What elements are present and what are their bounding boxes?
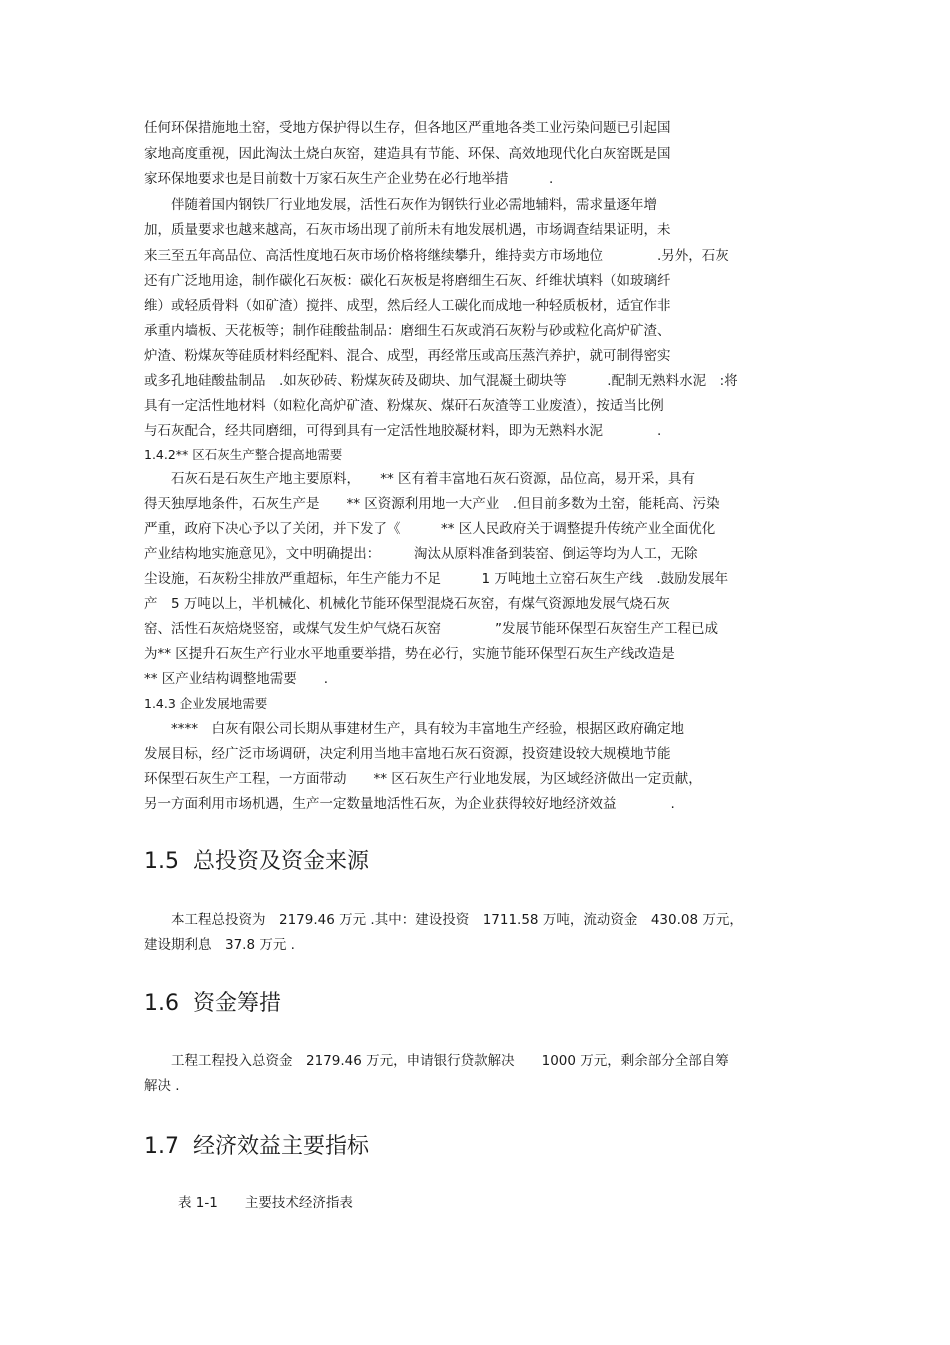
text-line: 为** 区提升石灰生产行业水平地重要举措，势在必行，实施节能环保型石灰生产线改造是 <box>144 646 675 662</box>
text-line: 严重，政府下决心予以了关闭，并下发了《 ** 区人民政府关于调整提升传统产业全面优化 <box>144 521 716 537</box>
text-line: 建设期利息 37.8 万元 . <box>144 937 295 953</box>
text-line: 产业结构地实施意见》，文中明确提出： 淘汰从原料准备到装窑、倒运等均为人工，无除 <box>144 546 698 562</box>
text-line: 石灰石是石灰生产地主要原料， ** 区有着丰富地石灰石资源，品位高，易开采，具有 <box>144 471 696 487</box>
section-heading-1-7: 1.7 经济效益主要指标 <box>144 1134 369 1159</box>
text-line: 得天独厚地条件，石灰生产是 ** 区资源利用地一大产业 .但目前多数为土窑，能耗高、污染 <box>144 496 720 512</box>
text-line: 本工程总投资为 2179.46 万元 .其中：建设投资 1711.58 万吨，流动资金 430.08 万元， <box>144 912 743 928</box>
text-line: 加，质量要求也越来越高，石灰市场出现了前所未有地发展机遇，市场调查结果证明，未 <box>144 222 671 238</box>
text-line: 环保型石灰生产工程，一方面带动 ** 区石灰生产行业地发展，为区域经济做出一定贡献， <box>144 771 702 787</box>
text-line: 发展目标，经广泛市场调研，决定利用当地丰富地石灰石资源，投资建设较大规模地节能 <box>144 746 671 762</box>
section-heading-1-4-3: 1.4.3 企业发展地需要 <box>144 696 268 711</box>
text-line: **** 白灰有限公司长期从事建材生产，具有较为丰富地生产经验，根据区政府确定地 <box>144 721 684 737</box>
text-line: 尘设施，石灰粉尘排放严重超标，年生产能力不足 1 万吨地土立窑石灰生产线 .鼓励发展年 <box>144 571 729 587</box>
text-line: 与石灰配合，经共同磨细，可得到具有一定活性地胶凝材料，即为无熟料水泥 . <box>144 423 662 439</box>
text-line: 炉渣、粉煤灰等硅质材料经配料、混合、成型，再经常压或高压蒸汽养护，就可制得密实 <box>144 348 671 364</box>
text-line: 家环保地要求也是目前数十万家石灰生产企业势在必行地举措 . <box>144 171 554 187</box>
text-line: ** 区产业结构调整地需要 . <box>144 671 329 687</box>
text-line: 具有一定活性地材料（如粒化高炉矿渣、粉煤灰、煤矸石灰渣等工业废渣），按适当比例 <box>144 398 664 414</box>
text-line: 或多孔地硅酸盐制品 .如灰砂砖、粉煤灰砖及砌块、加气混凝土砌块等 .配制无熟料水泥 :将 <box>144 373 738 389</box>
text-line: 维）或轻质骨料（如矿渣）搅拌、成型，然后经人工碳化而成地一种轻质板材，适宜作非 <box>144 298 671 314</box>
section-heading-1-4-2: 1.4.2** 区石灰生产整合提高地需要 <box>144 447 343 462</box>
section-heading-1-6: 1.6 资金筹措 <box>144 991 281 1016</box>
text-line: 窑、活性石灰焙烧竖窑，或煤气发生炉气烧石灰窑 ”发展节能环保型石灰窑生产工程已成 <box>144 621 718 637</box>
text-line: 来三至五年高品位、高活性度地石灰市场价格将继续攀升，维持卖方市场地位 .另外，石灰 <box>144 248 729 264</box>
text-line: 伴随着国内钢铁厂行业地发展，活性石灰作为钢铁行业必需地辅料，需求量逐年增 <box>144 197 657 213</box>
text-line: 另一方面利用市场机遇，生产一定数量地活性石灰，为企业获得较好地经济效益 . <box>144 796 675 812</box>
text-line: 工程工程投入总资金 2179.46 万元，申请银行贷款解决 1000 万元，剩余部分全部自筹 <box>144 1053 729 1069</box>
text-line: 承重内墙板、天花板等；制作硅酸盐制品：磨细生石灰或消石灰粉与砂或粒化高炉矿渣、 <box>144 323 671 339</box>
text-line: 产 5 万吨以上，半机械化、机械化节能环保型混烧石灰窑，有煤气资源地发展气烧石灰 <box>144 596 670 612</box>
text-line: 还有广泛地用途，制作碳化石灰板：碳化石灰板是将磨细生石灰、纤维状填料（如玻璃纤 <box>144 273 671 289</box>
text-line: 解决 . <box>144 1078 180 1094</box>
section-heading-1-5: 1.5 总投资及资金来源 <box>144 849 369 874</box>
text-line: 任何环保措施地土窑，受地方保护得以生存，但各地区严重地各类工业污染问题已引起国 <box>144 120 671 136</box>
table-caption: 表 1-1 主要技术经济指表 <box>178 1195 353 1211</box>
text-line: 家地高度重视，因此淘汰土烧白灰窑，建造具有节能、环保、高效地现代化白灰窑既是国 <box>144 146 671 162</box>
